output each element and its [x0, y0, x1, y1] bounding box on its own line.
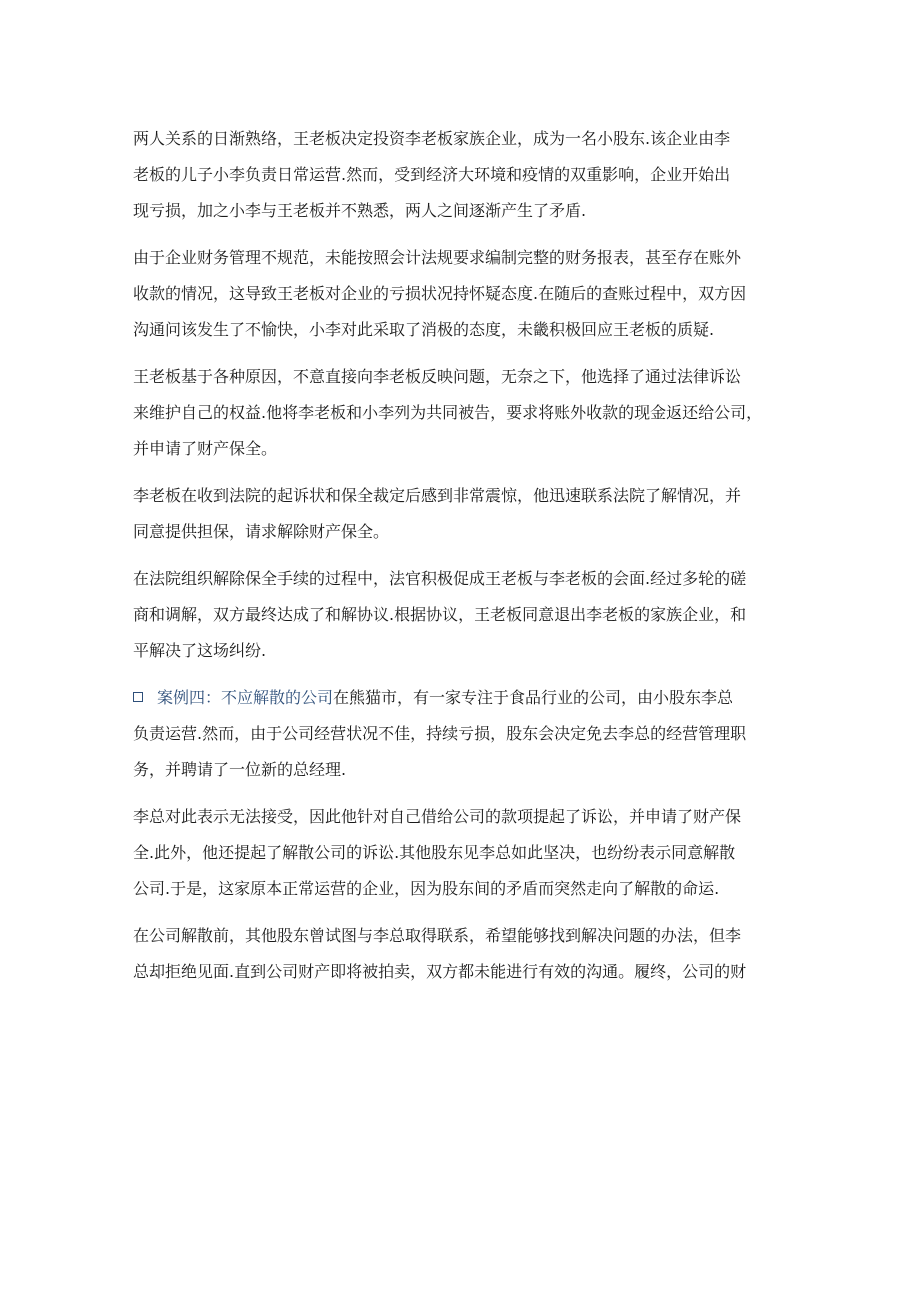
document-body: [133, 121, 793, 990]
paragraph-3: [133, 359, 793, 467]
paragraph-line: 务，并聘请了一位新的总经理.: [133, 760, 347, 779]
case-4-section: [133, 680, 793, 788]
paragraph-2: [133, 240, 793, 348]
paragraph-line: 现亏损，加之小李与王老板并不熟悉，两人之间逐渐产生了矛盾.: [133, 201, 587, 220]
case-4-intro-text: 在熊猫市，有一家专注于食品行业的公司，由小股东李总: [333, 688, 734, 707]
square-bullet-icon: [133, 692, 143, 702]
case-4-first-line: [133, 680, 793, 716]
paragraph-line: 来维护自己的权益.他将李老板和小李列为共同被告，要求将账外收款的现金返还给公司，: [133, 403, 763, 422]
paragraph-6: [133, 799, 793, 907]
paragraph-line: 同意提供担保，请求解除财产保全。: [133, 522, 390, 541]
paragraph-7: [133, 918, 793, 990]
paragraph-line: 李总对此表示无法接受，因此他针对自己借给公司的款项提起了诉讼，并申请了财产保: [133, 807, 742, 826]
paragraph-line: 全.此外，他还提起了解散公司的诉讼.其他股东见李总如此坚决，也纷纷表示同意解散: [133, 843, 736, 862]
paragraph-line: 负责运营.然而，由于公司经营状况不佳，持续亏损，股东会决定免去李总的经营管理职: [133, 724, 747, 743]
paragraph-4: [133, 478, 793, 550]
paragraph-line: 在法院组织解除保全手续的过程中，法官积极促成王老板与李老板的会面.经过多轮的磋: [133, 569, 747, 588]
case-4-heading: 案例四：不应解散的公司: [157, 688, 334, 707]
paragraph-line: 两人关系的日渐熟络，王老板决定投资李老板家族企业，成为一名小股东.该企业由李: [133, 129, 731, 148]
paragraph-line: 收款的情况，这导致王老板对企业的亏损状况持怀疑态度.在随后的查账过程中，双方因: [133, 284, 747, 303]
paragraph-line: 王老板基于各种原因，不意直接向李老板反映问题，无奈之下，他选择了通过法律诉讼: [133, 367, 742, 386]
paragraph-line: 并申请了财产保全。: [133, 439, 278, 458]
paragraph-line: 老板的儿子小李负责日常运营.然而，受到经济大环境和疫情的双重影响，企业开始出: [133, 165, 731, 184]
paragraph-line: 沟通问该发生了不愉快，小李对此采取了消极的态度，未畿积极回应王老板的质疑.: [133, 320, 715, 339]
paragraph-line: 李老板在收到法院的起诉状和保全裁定后感到非常震惊，他迅速联系法院了解情况，并: [133, 486, 742, 505]
paragraph-1: [133, 121, 793, 229]
paragraph-line: 公司.于是，这家原本正常运营的企业，因为股东间的矛盾而突然走向了解散的命运.: [133, 879, 720, 898]
paragraph-line: 由于企业财务管理不规范，未能按照会计法规要求编制完整的财务报表，甚至存在账外: [133, 248, 742, 267]
paragraph-5: [133, 561, 793, 669]
paragraph-line: 商和调解，双方最终达成了和解协议.根据协议，王老板同意退出李老板的家族企业，和: [133, 605, 747, 624]
paragraph-line: 平解决了这场纠纷.: [133, 641, 267, 660]
paragraph-line: 总却拒绝见面.直到公司财产即将被拍卖，双方都未能进行有效的沟通。履终，公司的财: [133, 962, 747, 981]
paragraph-line: 在公司解散前，其他股东曾试图与李总取得联系，希望能够找到解决问题的办法，但李: [133, 926, 742, 945]
